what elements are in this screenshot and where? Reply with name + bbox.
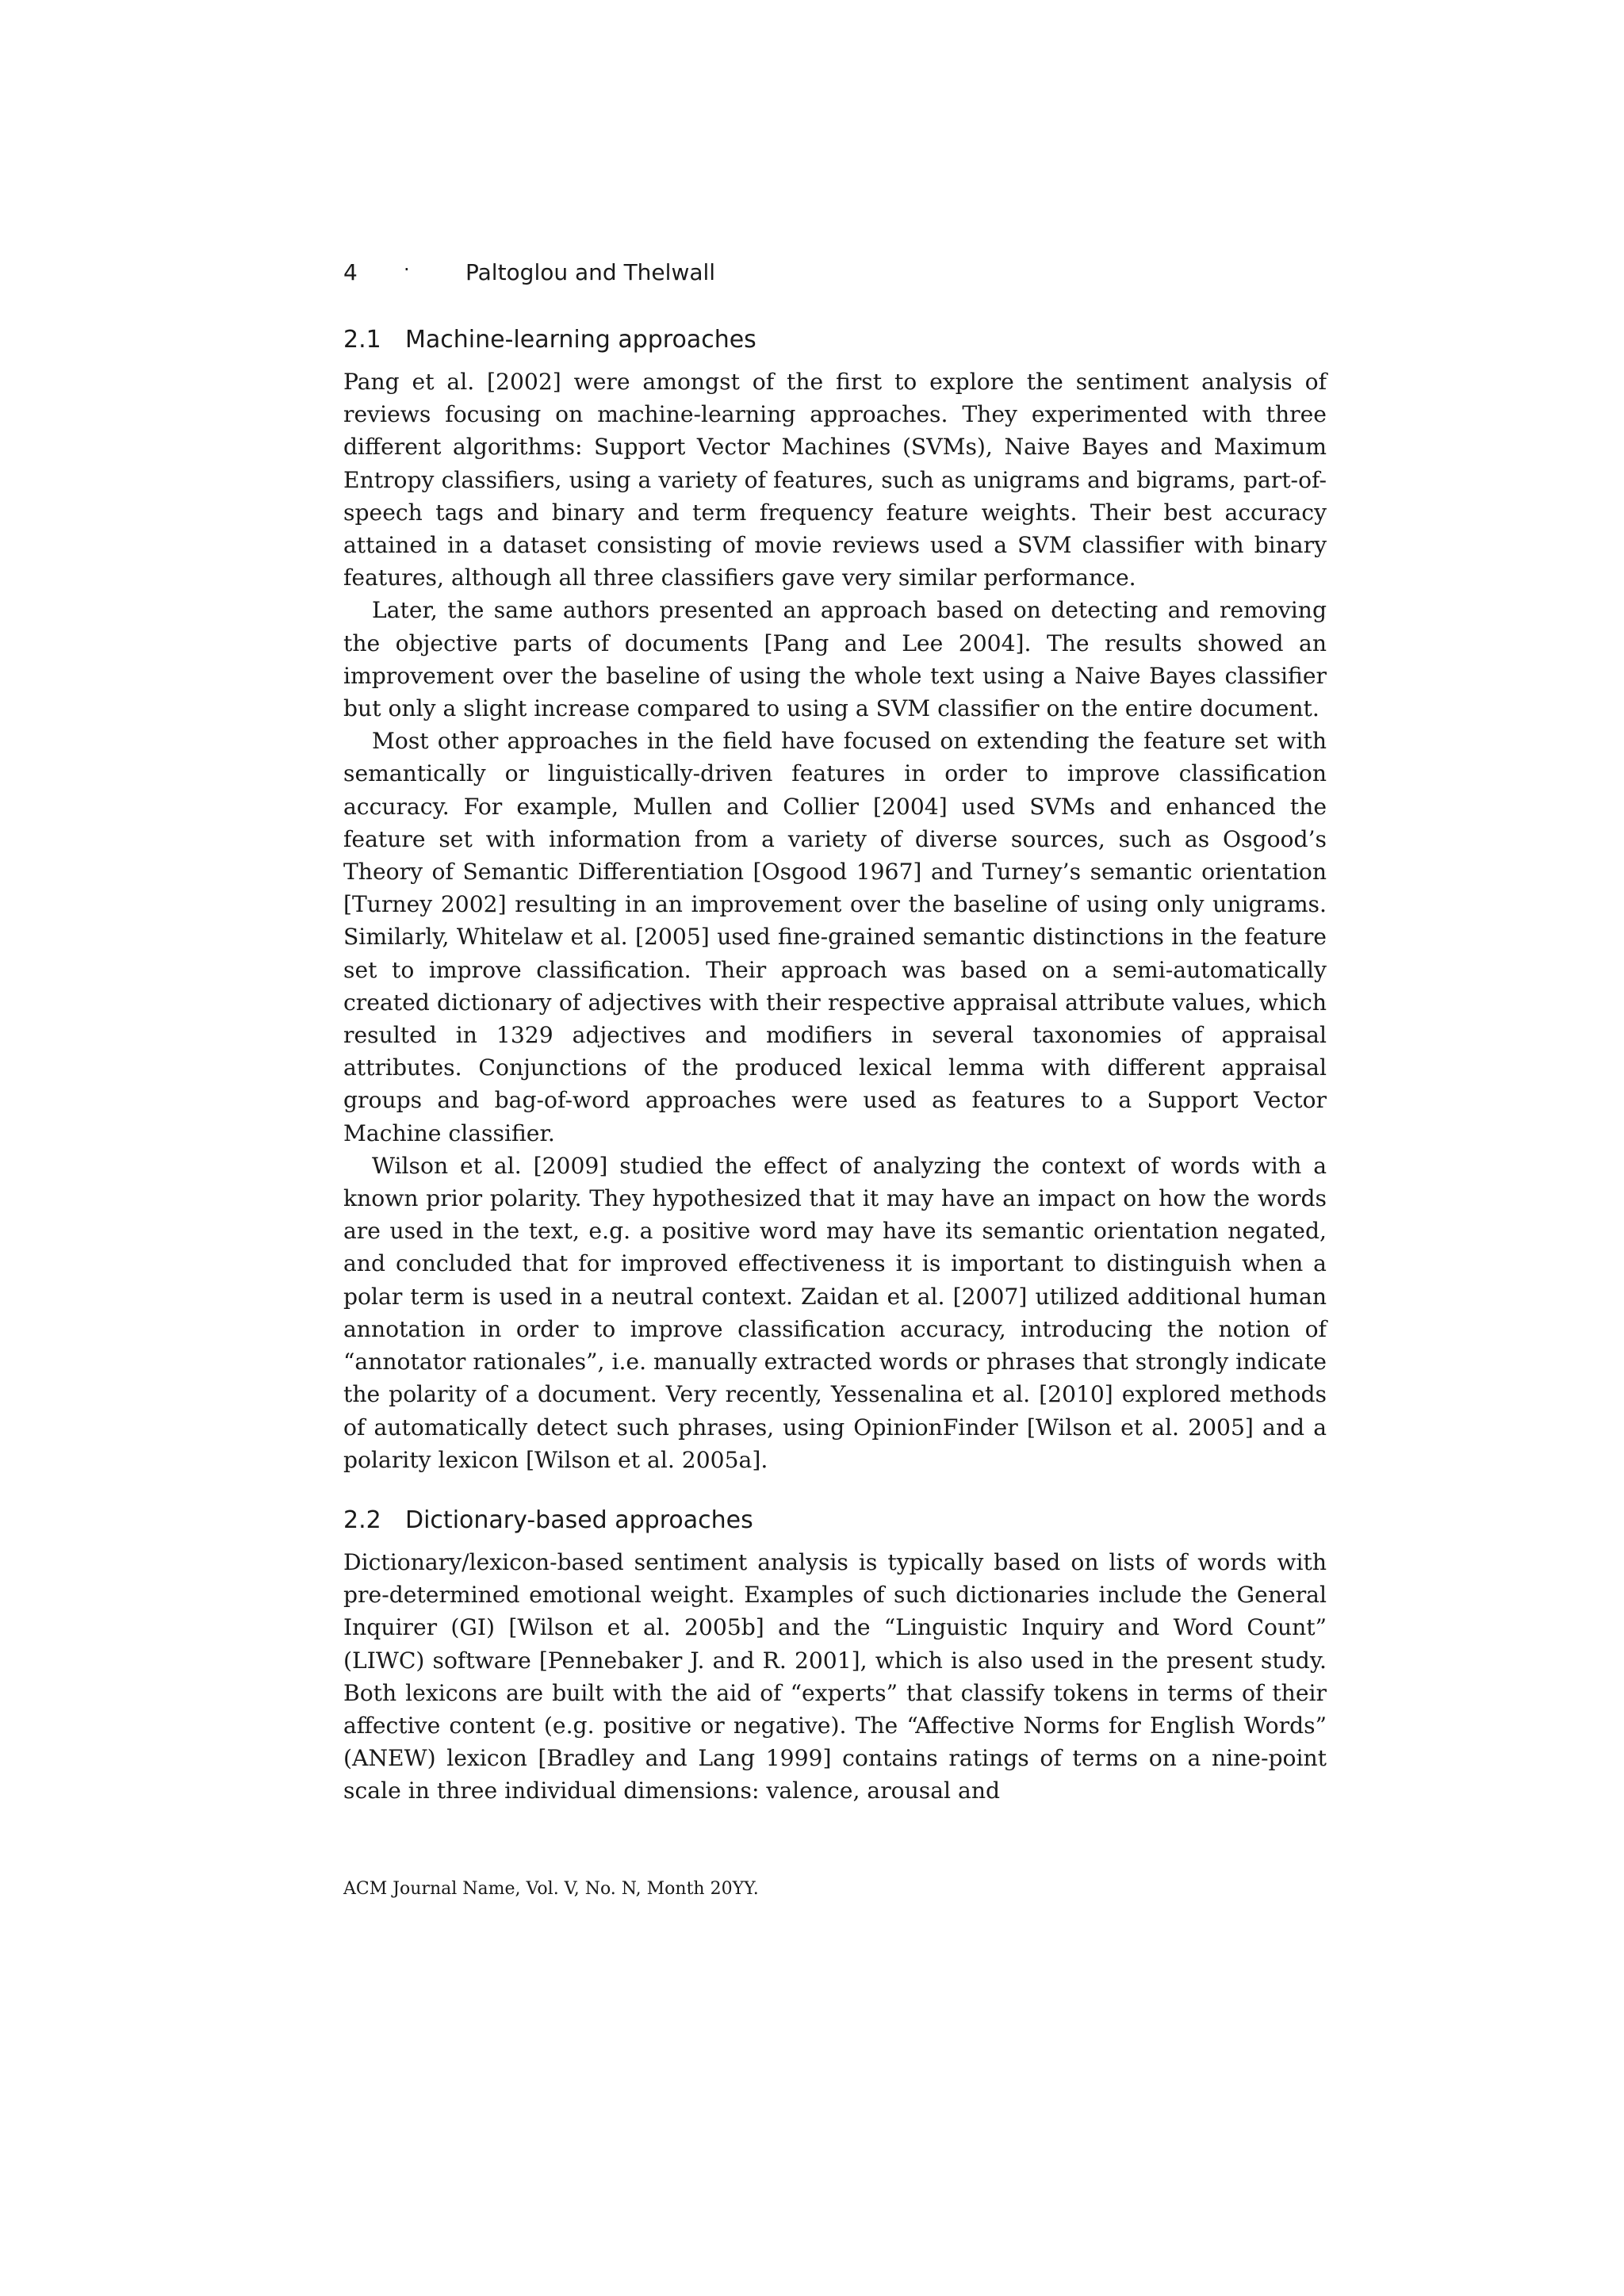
running-head-authors: Paltoglou and Thelwall: [465, 259, 716, 285]
journal-footer: ACM Journal Name, Vol. V, No. N, Month 20YY.: [343, 1879, 759, 1899]
running-head-separator: ·: [404, 258, 410, 281]
paragraph-wilson-2009: Wilson et al. [2009] studied the effect of analyzing the context of words with a known prior polarity. They hypothesized that it may have an impact on how the words are used in the text, e.g. a positive word may have its semantic orientation negated, and concluded that for improved effectiveness it is important to distinguish when a polar term is used in a neutral context. Zaidan et al. [2007] utilized additional human annotation in order to improve classification accuracy, introducing the notion of “annotator rationales”, i.e. manually extracted words or phrases that strongly indicate the polarity of a document. Very recently, Yessenalina et al. [2010] explored methods of automatically detect such phrases, using OpinionFinder [Wilson et al. 2005] and a polarity lexicon [Wilson et al. 2005a].: [343, 1152, 1327, 1473]
section-heading-2-1: [343, 321, 1327, 359]
paragraph-pang-lee-2004: Later, the same authors presented an approach based on detecting and removing the objective parts of documents [Pang and Lee 2004]. The results showed an improvement over the baseline of using the whole text using a Naive Bayes classifier but only a slight increase compared to using a SVM classifier on the entire document.: [343, 597, 1327, 722]
paragraph-dictionary-based: Dictionary/lexicon-based sentiment analysis is typically based on lists of words with pre-determined emotional weight. Examples of such dictionaries include the General Inquirer (GI) [Wilson et al. 2005b] and the “Linguistic Inquiry and Word Count” (LIWC) software [Pennebaker J. and R. 2001], which is also used in the present study. Both lexicons are built with the aid of “experts” that classify tokens in terms of their affective content (e.g. positive or negative). The “Affective Norms for English Words” (ANEW) lexicon [Bradley and Lang 1999] contains ratings of terms on a nine-point scale in three individual dimensions: valence, arousal and: [343, 1548, 1327, 1804]
section-number: 2.2: [343, 1506, 381, 1534]
page-number: 4: [343, 259, 358, 285]
paragraph-feature-extensions: Most other approaches in the field have focused on extending the feature set with semantically or linguistically-driven features in order to improve classification accuracy. For example, Mullen and Collier [2004] used SVMs and enhanced the feature set with information from a variety of diverse sources, such as Osgood’s Theory of Semantic Differentiation [Osgood 1967] and Turney’s semantic orientation [Turney 2002] resulting in an improvement over the baseline of using only unigrams. Similarly, Whitelaw et al. [2005] used fine-grained semantic distinctions in the feature set to improve classification. Their approach was based on a semi-automatically created dictionary of adjectives with their respective appraisal attribute values, which resulted in 1329 adjectives and modifiers in several taxonomies of appraisal attributes. Conjunctions of the produced lexical lemma with different appraisal groups and bag-of-word approaches were used as features to a Support Vector Machine classifier.: [343, 728, 1327, 1146]
section-title: Dictionary-based approaches: [405, 1506, 753, 1534]
section-title: Machine-learning approaches: [405, 326, 756, 354]
running-head: [343, 255, 1327, 290]
text-column: [343, 321, 1327, 1808]
section-number: 2.1: [343, 326, 381, 354]
paragraph-pang-2002: Pang et al. [2002] were amongst of the first to explore the sentiment analysis of reviews focusing on machine-learning approaches. They experimented with three different algorithms: Support Vector Machines (SVMs), Naive Bayes and Maximum Entropy classifiers, using a variety of features, such as unigrams and bigrams, part-of-speech tags and binary and term frequency feature weights. Their best accuracy attained in a dataset consisting of movie reviews used a SVM classifier with binary features, although all three classifiers gave very similar performance.: [343, 369, 1327, 591]
section-heading-2-2: [343, 1502, 1327, 1540]
